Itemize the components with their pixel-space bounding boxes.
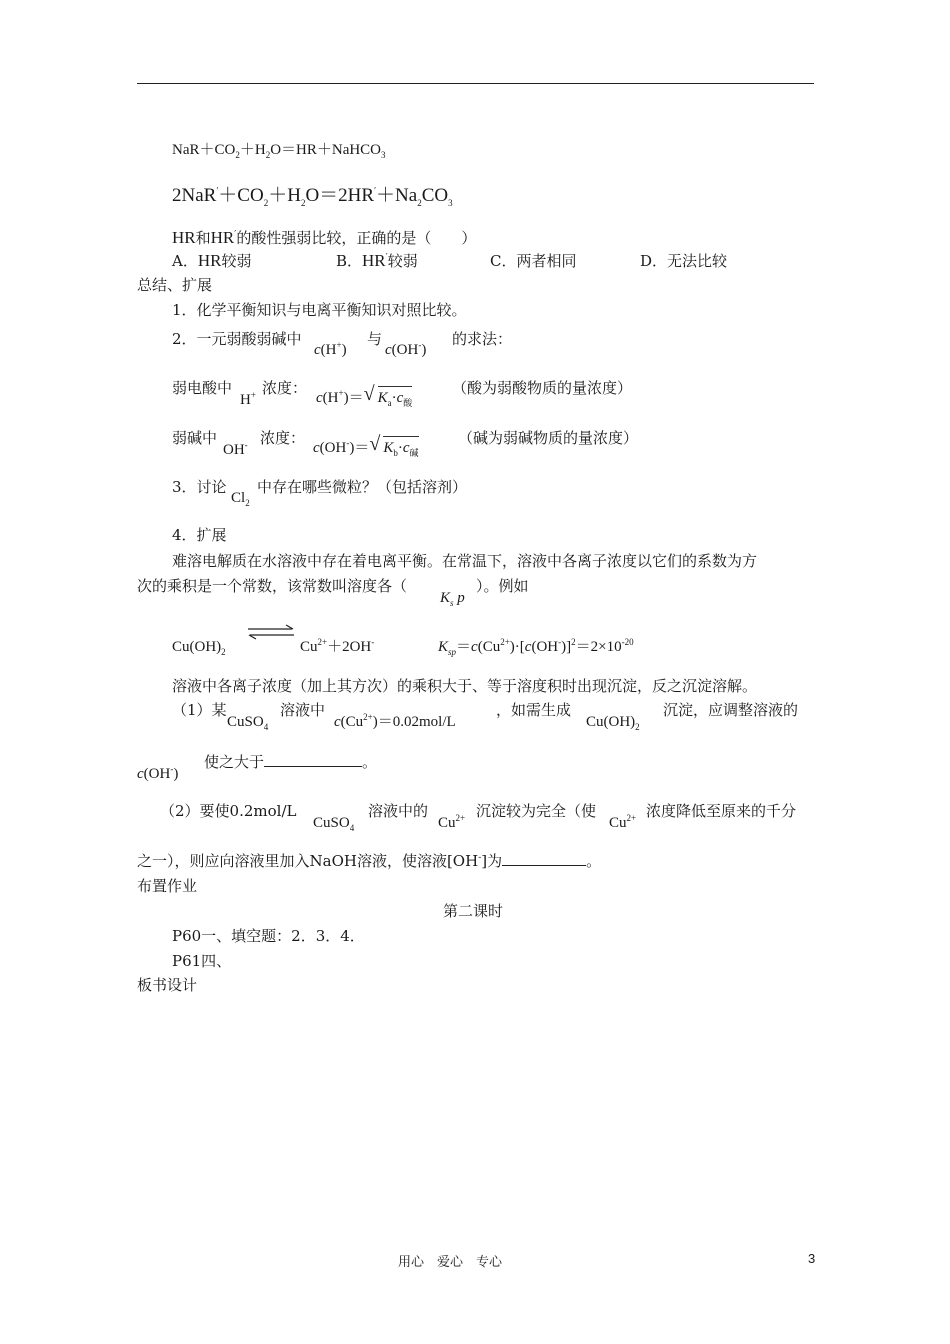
paragraph-5: 难溶电解质在水溶液中存在着电离平衡。在常温下，溶液中各离子浓度以它们的系数为方 <box>172 552 758 570</box>
question-part: 和 <box>195 229 211 247</box>
hr-symbol: HR <box>172 228 196 247</box>
option-b: B．HR′较弱 <box>336 251 418 270</box>
eq1-part: ＋H <box>239 142 266 158</box>
homework-item-2: P61四、 <box>172 952 232 970</box>
paragraph-1: 1．化学平衡知识与电离平衡知识对照比较。 <box>172 301 467 319</box>
paragraph-7: 溶液中各离子浓度（加上其方次）的乘积大于、等于溶度积时出现沉淀，反之沉淀溶解。 <box>172 677 758 695</box>
acid-subscript: 酸 <box>403 398 413 408</box>
base-formula: c(OH-)＝ √ $K_b\cdot c_碱$ <box>313 433 419 458</box>
oh-ion: ＋2OH <box>327 639 372 655</box>
equilibrium-arrow-icon <box>246 624 296 645</box>
q2-part-a: （2）要使0.2mol/L <box>160 802 297 820</box>
lesson-two-title: 第二课时 <box>443 902 504 920</box>
conc-value: 0.02mol/L <box>392 714 456 730</box>
eq1-part: O＝HR＋NaHCO <box>270 142 382 158</box>
option-text: 较弱 <box>387 252 418 270</box>
question-part: 的酸性强弱比较，正确的是（ ） <box>236 229 477 247</box>
acid-part: 弱电酸中 <box>172 379 233 397</box>
q1-part-c: ，如需生成 <box>496 701 572 719</box>
option-c: C．两者相同 <box>490 252 577 270</box>
q1-part-b: 溶液中 <box>280 701 326 719</box>
c-oh-minus: c(OH-) <box>385 340 427 358</box>
equation-2: $2NaR'+CO_2+H_2O=2HR'+Na_2CO_3$ <box>172 185 453 208</box>
eq2-part: 2NaR <box>172 185 217 206</box>
answer-blank-2[interactable] <box>502 851 586 866</box>
ksp-expression: $K_{sp}=c(Cu^{2+})\cdot[c(OH^-)]^2=2\times 10^{-20}$ <box>438 637 634 657</box>
eq2-part: O＝2HR <box>305 185 375 206</box>
header-rule <box>137 83 814 84</box>
q2-part-d: 浓度降低至原来的千分 <box>646 802 797 820</box>
paragraph-4: 4．扩展 <box>172 526 227 544</box>
c-oh-symbol: c(OH-) <box>137 764 179 782</box>
cl2-symbol: $Cl_2$ <box>231 490 250 508</box>
q2-text: 之一），则应向溶液里加入NaOH溶液，使溶液[OH <box>137 852 479 870</box>
cu2plus-symbol: $Cu^{2+}$ <box>438 813 466 831</box>
cu-ion: Cu <box>300 639 318 655</box>
oh-minus-symbol: OH- <box>223 440 248 458</box>
homework-heading: 布置作业 <box>137 877 198 895</box>
paragraph-6b: ）。例如 <box>476 577 529 595</box>
cu-oh2-symbol: $Cu(OH)_2$ <box>586 714 640 732</box>
hr-prime-symbol: HR <box>210 228 235 247</box>
acid-note: （酸为弱酸物质的量浓度） <box>452 379 633 397</box>
option-d: D．无法比较 <box>640 252 728 270</box>
ksp-value: ＝2×10 <box>575 639 622 655</box>
base-conc-label: 浓度： <box>260 429 306 447</box>
equation-1: $NaR+CO_2+H_2O=HR+NaHCO_3$ <box>172 142 386 160</box>
option-label: B． <box>336 252 363 270</box>
p2-and: 与 <box>367 330 383 348</box>
answer-blank-1[interactable] <box>264 752 362 767</box>
paragraph-3: 3．讨论 <box>172 478 227 496</box>
eq2-part: ＋H <box>268 185 301 206</box>
board-design-heading: 板书设计 <box>137 976 198 994</box>
p2-end: 的求法： <box>452 330 513 348</box>
acid-formula: c(H+)＝ √ $K_a\cdot c_酸$ <box>316 383 413 408</box>
h-plus-symbol: H+ <box>240 390 256 408</box>
q2-end: 。 <box>586 852 602 870</box>
ksp-symbol: $K_s$ p <box>440 590 465 608</box>
q1-text: 使之大于 <box>204 753 265 771</box>
q1-part-d: 沉淀，应调整溶液的 <box>663 701 799 719</box>
p2-part: 2．一元弱酸弱碱中 <box>172 330 302 348</box>
option-symbol: HR <box>197 251 222 270</box>
paragraph-acid <box>172 378 232 398</box>
option-label: A． <box>172 252 198 270</box>
homework-item-1: P60一、填空题：2．3．4． <box>172 927 365 945</box>
paragraph-6: 次的乘积是一个常数，该常数叫溶度各（ <box>137 577 408 595</box>
q1-end: 。 <box>362 753 378 771</box>
question-text: HR和HR′的酸性强弱比较，正确的是（ ） <box>172 228 477 247</box>
footer-motto: 用心 爱心 专心 <box>398 1255 503 1270</box>
q1-part-a: （1）某 <box>172 701 227 719</box>
base-part: 弱碱中 <box>172 429 218 447</box>
option-a <box>172 251 251 271</box>
q2-part-b: 溶液中的 <box>368 802 429 820</box>
ksp-equation-left: $Cu(OH)_2$ <box>172 639 226 657</box>
eq2-part: CO <box>421 185 449 206</box>
ksp-equation-right: $Cu^{2+}+2OH^-$ <box>300 637 375 655</box>
acid-conc-label: 浓度： <box>262 379 308 397</box>
base-note: （碱为弱碱物质的量浓度） <box>458 429 639 447</box>
page-number: 3 <box>808 1251 816 1266</box>
eq2-part: ＋Na <box>376 185 418 206</box>
base-subscript: 碱 <box>409 448 419 458</box>
paragraph-3b: 中存在哪些微粒？（包括溶剂） <box>257 478 468 496</box>
cu-conc: $c(Cu^{2+})=0.02mol/L$ <box>334 712 456 730</box>
cuso4-symbol: CuSO$_4$ <box>227 714 269 732</box>
q2-part-c: 沉淀较为完全（使 <box>476 802 597 820</box>
cuso4-symbol-2: CuSO$_4$ <box>313 815 355 833</box>
q1-part-e <box>204 752 377 772</box>
cu2plus-symbol-2: $Cu^{2+}$ <box>609 813 637 831</box>
option-symbol: HR <box>362 251 386 270</box>
eq1-part: NaR＋CO <box>172 142 236 158</box>
q2-text-b: ]为 <box>481 852 503 870</box>
option-text: 较弱 <box>221 252 252 270</box>
summary-heading: 总结、扩展 <box>137 276 213 294</box>
paragraph-2 <box>172 329 302 349</box>
eq2-part: ＋CO <box>218 185 264 206</box>
paragraph-base <box>172 428 217 448</box>
q2-part-e: 之一），则应向溶液里加入NaOH溶液，使溶液[OH-]为 。 <box>137 852 602 870</box>
c-h-plus: c(H+) <box>314 340 347 358</box>
